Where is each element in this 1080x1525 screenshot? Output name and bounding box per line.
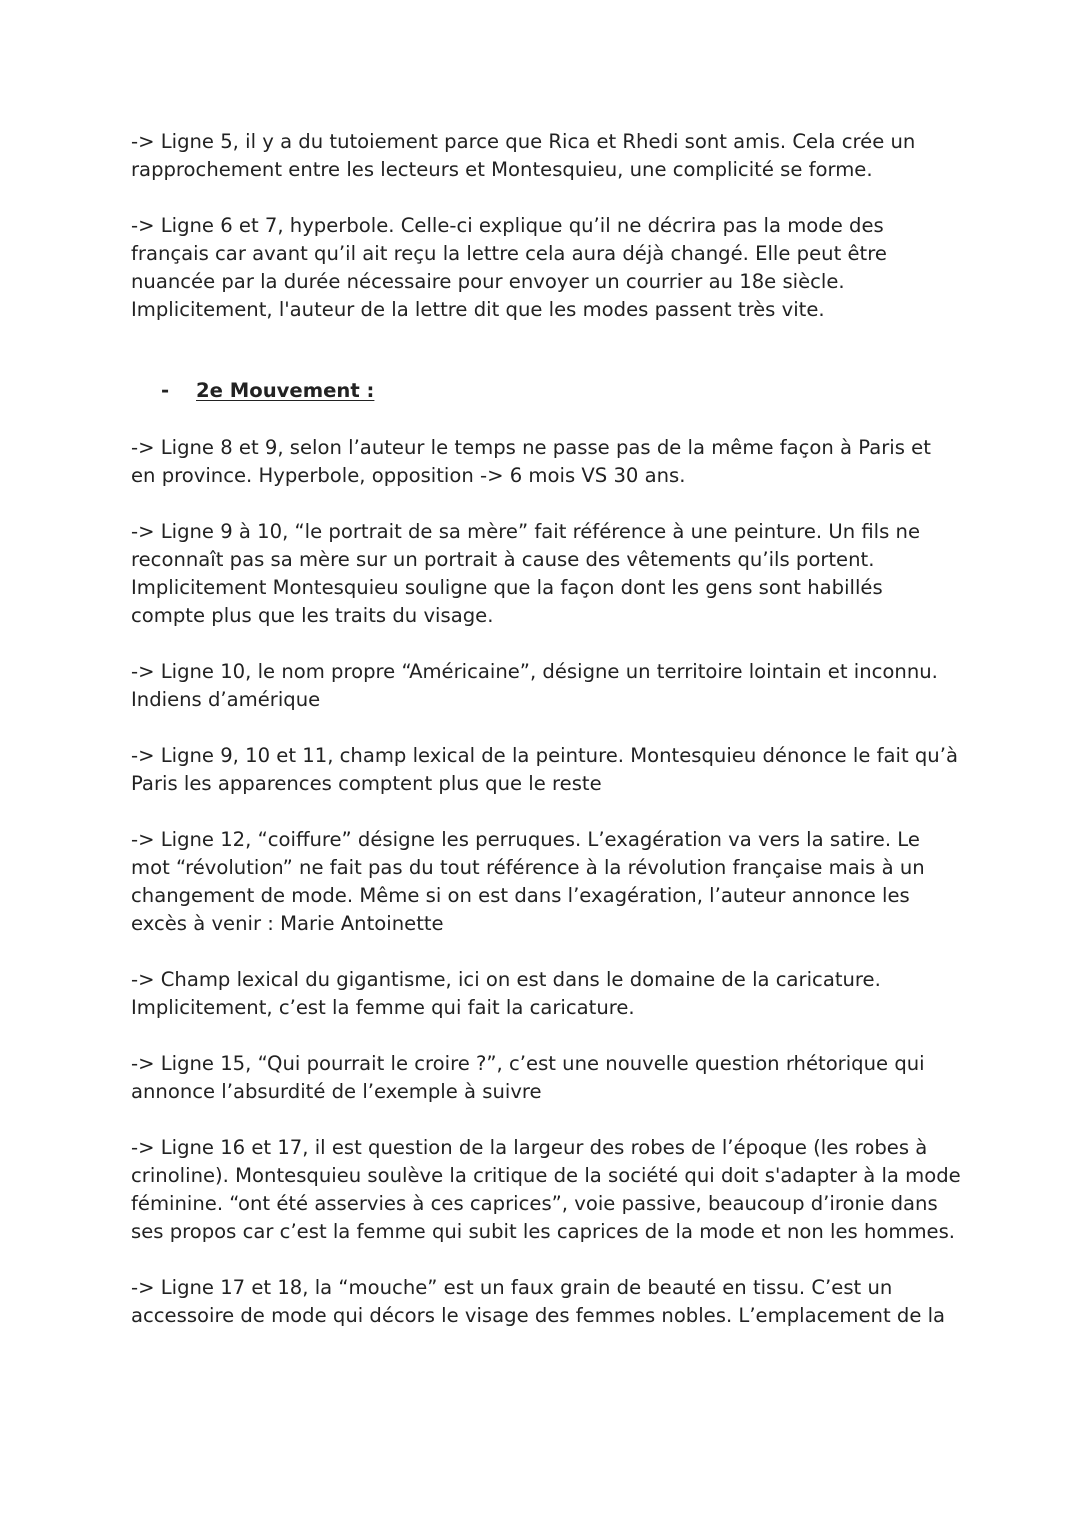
paragraph: -> Ligne 15, “Qui pourrait le croire ?”, c’est une nouvelle question rhétorique qui annonce l’absurdité de l’exemple à suivre [131,1052,925,1103]
heading-bullet: - [161,379,170,402]
paragraph: -> Ligne 17 et 18, la “mouche” est un faux grain de beauté en tissu. C’est un accessoire de mode qui décors le visage des femmes nobles. L’emplacement de la [131,1276,946,1327]
paragraph: -> Ligne 6 et 7, hyperbole. Celle-ci explique qu’il ne décrira pas la mode des français car avant qu’il ait reçu la lettre cela aura déjà changé. Elle peut être nuancée par la durée nécessaire pour envoyer un courrier au 18e siècle. Implicitement, l'auteur de la lettre dit que les modes passent très vite. [131,214,887,321]
paragraph: -> Ligne 5, il y a du tutoiement parce que Rica et Rhedi sont amis. Cela crée un rapprochement entre les lecteurs et Montesquieu, une complicité se forme. [131,130,916,181]
heading-text: 2e Mouvement : [196,379,375,402]
paragraph: -> Ligne 9 à 10, “le portrait de sa mère” fait référence à une peinture. Un fils ne reconnaît pas sa mère sur un portrait à cause des vêtements qu’ils portent. Implicitement Montesquieu souligne que la façon dont les gens sont habillés compte plus que les traits du visage. [131,520,921,627]
section-heading [131,377,961,405]
document-body [131,128,961,1358]
paragraph: -> Champ lexical du gigantisme, ici on est dans le domaine de la caricature. Implicitement, c’est la femme qui fait la caricature. [131,968,881,1019]
paragraph: -> Ligne 8 et 9, selon l’auteur le temps ne passe pas de la même façon à Paris et en province. Hyperbole, opposition -> 6 mois VS 30 ans. [131,436,931,487]
paragraph: -> Ligne 10, le nom propre “Américaine”, désigne un territoire lointain et inconnu. Indiens d’amérique [131,660,938,711]
paragraph: -> Ligne 12, “coiffure” désigne les perruques. L’exagération va vers la satire. Le mot “révolution” ne fait pas du tout référence à la révolution française mais à un changement de mode. Même si on est dans l’exagération, l’auteur annonce les excès à venir : Marie Antoinette [131,828,925,935]
paragraph: -> Ligne 9, 10 et 11, champ lexical de la peinture. Montesquieu dénonce le fait qu’à Paris les apparences comptent plus que le reste [131,744,958,795]
paragraph: -> Ligne 16 et 17, il est question de la largeur des robes de l’époque (les robes à crinoline). Montesquieu soulève la critique de la société qui doit s'adapter à la mode féminine. “ont été asservies à ces caprices”, voie passive, beaucoup d’ironie dans ses propos car c’est la femme qui subit les caprices de la mode et non les hommes. [131,1136,961,1243]
